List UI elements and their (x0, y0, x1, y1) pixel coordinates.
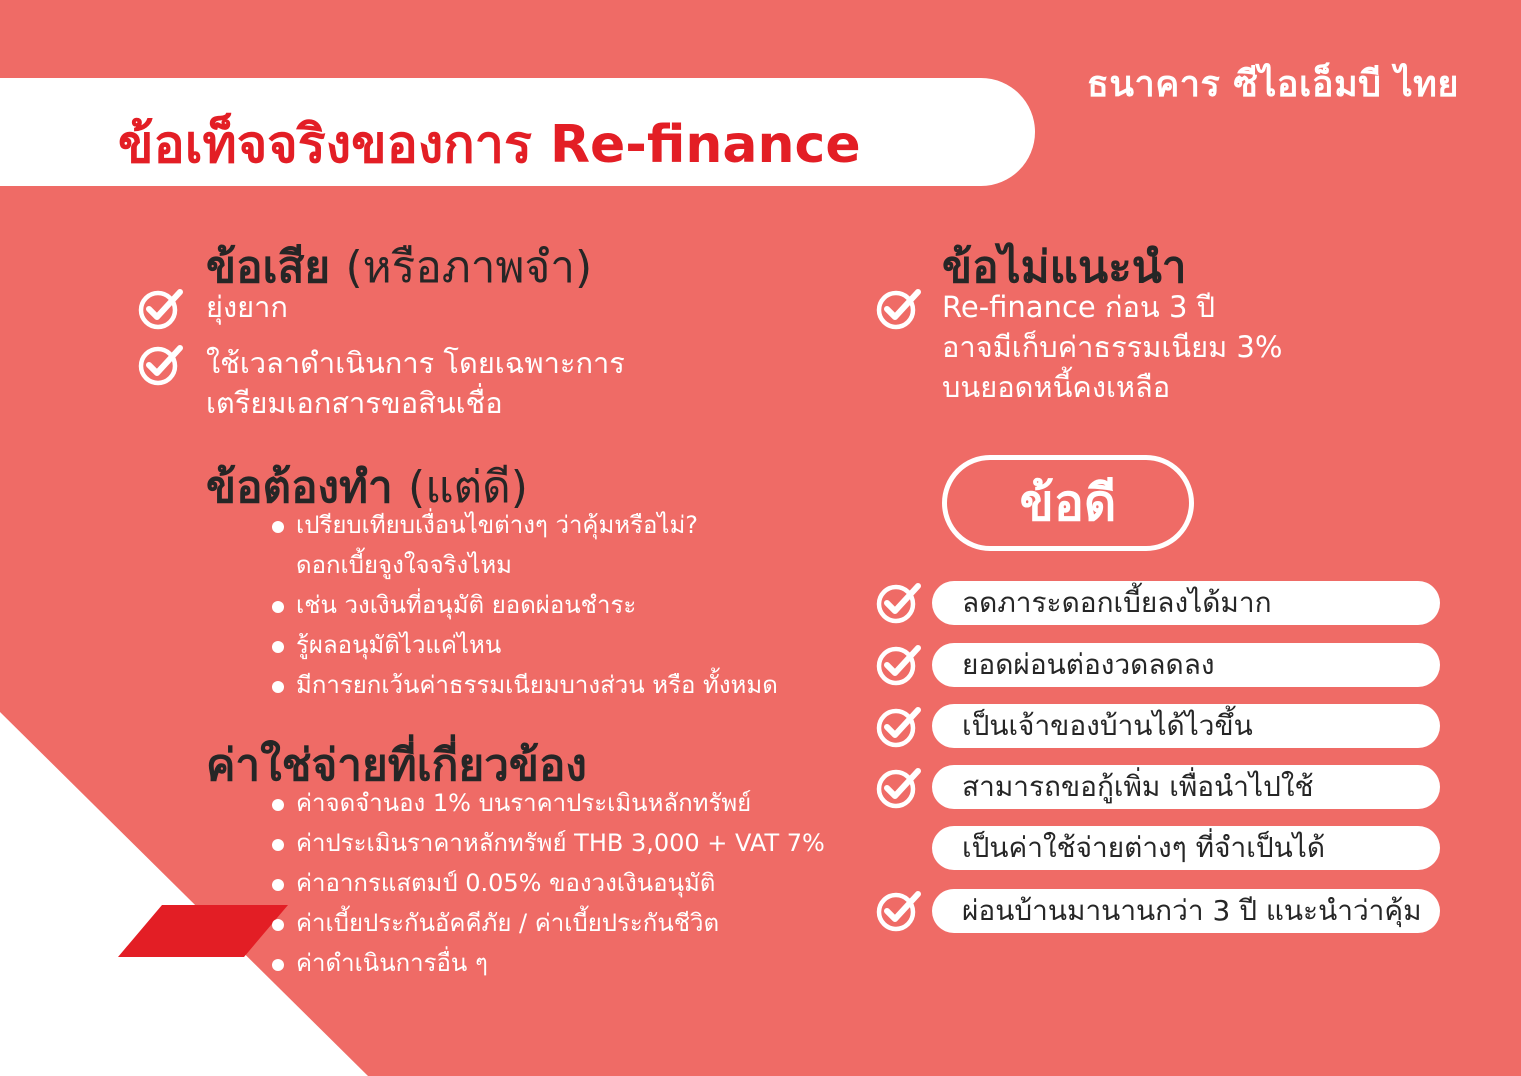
costs-heading: ค่าใช่จ่ายที่เกี่ยวข้อง (206, 740, 587, 791)
disadvantages-heading-sub: (หรือภาพจำ) (345, 242, 593, 293)
todo-list (272, 505, 778, 705)
check-icon (138, 342, 184, 388)
disadvantages-heading-main: ข้อเสีย (206, 242, 331, 293)
todo-item-1-line-2: ดอกเบี้ยจูงใจจริงไหม (296, 551, 512, 579)
bullet-dot (272, 601, 284, 613)
not-recommended-heading: ข้อไม่แนะนำ (942, 242, 1187, 293)
todo-item (272, 545, 778, 585)
bank-name: ธนาคาร ซีไอเอ็มบี ไทย (1086, 64, 1459, 105)
bullet-dot (272, 959, 284, 971)
cost-item (272, 903, 825, 943)
not-recommended-line-3: บนยอดหนี้คงเหลือ (942, 370, 1171, 404)
not-recommended-line-1: Re-finance ก่อน 3 ปี (942, 290, 1216, 324)
not-recommended-line-2: อาจมีเก็บค่าธรรมเนียม 3% (942, 330, 1283, 364)
bullet-dot (272, 799, 284, 811)
bullet-dot (272, 521, 284, 533)
cost-item (272, 863, 825, 903)
todo-item-2: เช่น วงเงินที่อนุมัติ ยอดผ่อนชำระ (296, 591, 637, 619)
todo-item (272, 625, 778, 665)
bullet-dot (272, 641, 284, 653)
todo-heading-sub: (แต่ดี) (408, 462, 528, 513)
todo-heading-main: ข้อต้องทำ (206, 462, 393, 513)
pro-item-1: ลดภาระดอกเบี้ยลงได้มาก (932, 581, 1440, 625)
pro-item-2: ยอดผ่อนต่องวดลดลง (932, 643, 1440, 687)
check-icon (138, 286, 184, 332)
todo-item (272, 505, 778, 545)
check-icon (876, 642, 922, 688)
disadvantage-item-1: ยุ่งยาก (206, 290, 288, 324)
page-title: ข้อเท็จจริงของการ Re-finance (118, 115, 861, 175)
bullet-dot (272, 681, 284, 693)
todo-item-1-line-1: เปรียบเทียบเงื่อนไขต่างๆ ว่าคุ้มหรือไม่? (296, 511, 699, 539)
cost-item-4: ค่าเบี้ยประกันอัคคีภัย / ค่าเบี้ยประกันชีวิต (296, 909, 720, 937)
cost-item (272, 943, 825, 983)
cost-item-3: ค่าอากรแสตมป์ 0.05% ของวงเงินอนุมัติ (296, 869, 716, 897)
disadvantage-item-2-line-1: ใช้เวลาดำเนินการ โดยเฉพาะการ (206, 346, 625, 380)
disadvantage-item-2-line-2: เตรียมเอกสารขอสินเชื่อ (206, 386, 503, 420)
check-icon (876, 580, 922, 626)
cost-item-5: ค่าดำเนินการอื่น ๆ (296, 949, 488, 977)
check-icon (876, 286, 922, 332)
todo-item-3: รู้ผลอนุมัติไวแค่ไหน (296, 631, 502, 659)
check-icon (876, 704, 922, 750)
pro-item-4: สามารถขอกู้เพิ่ม เพื่อนำไปใช้ (932, 765, 1440, 809)
pros-badge: ข้อดี (942, 455, 1194, 551)
check-icon (876, 888, 922, 934)
costs-list (272, 783, 825, 983)
cost-item-1: ค่าจดจำนอง 1% บนราคาประเมินหลักทรัพย์ (296, 789, 752, 817)
cost-item (272, 823, 825, 863)
pro-item-6: ผ่อนบ้านมานานกว่า 3 ปี แนะนำว่าคุ้ม (932, 889, 1440, 933)
pro-item-5: เป็นค่าใช้จ่ายต่างๆ ที่จำเป็นได้ (932, 826, 1440, 870)
pro-item-3: เป็นเจ้าของบ้านได้ไวขึ้น (932, 704, 1440, 748)
cost-item-2: ค่าประเมินราคาหลักทรัพย์ THB 3,000 + VAT 7% (296, 829, 825, 857)
todo-item (272, 665, 778, 705)
bullet-dot (272, 839, 284, 851)
todo-item (272, 585, 778, 625)
todo-item-4: มีการยกเว้นค่าธรรมเนียมบางส่วน หรือ ทั้งหมด (296, 671, 778, 699)
bullet-dot (272, 879, 284, 891)
check-icon (876, 765, 922, 811)
cost-item (272, 783, 825, 823)
bullet-dot (272, 919, 284, 931)
